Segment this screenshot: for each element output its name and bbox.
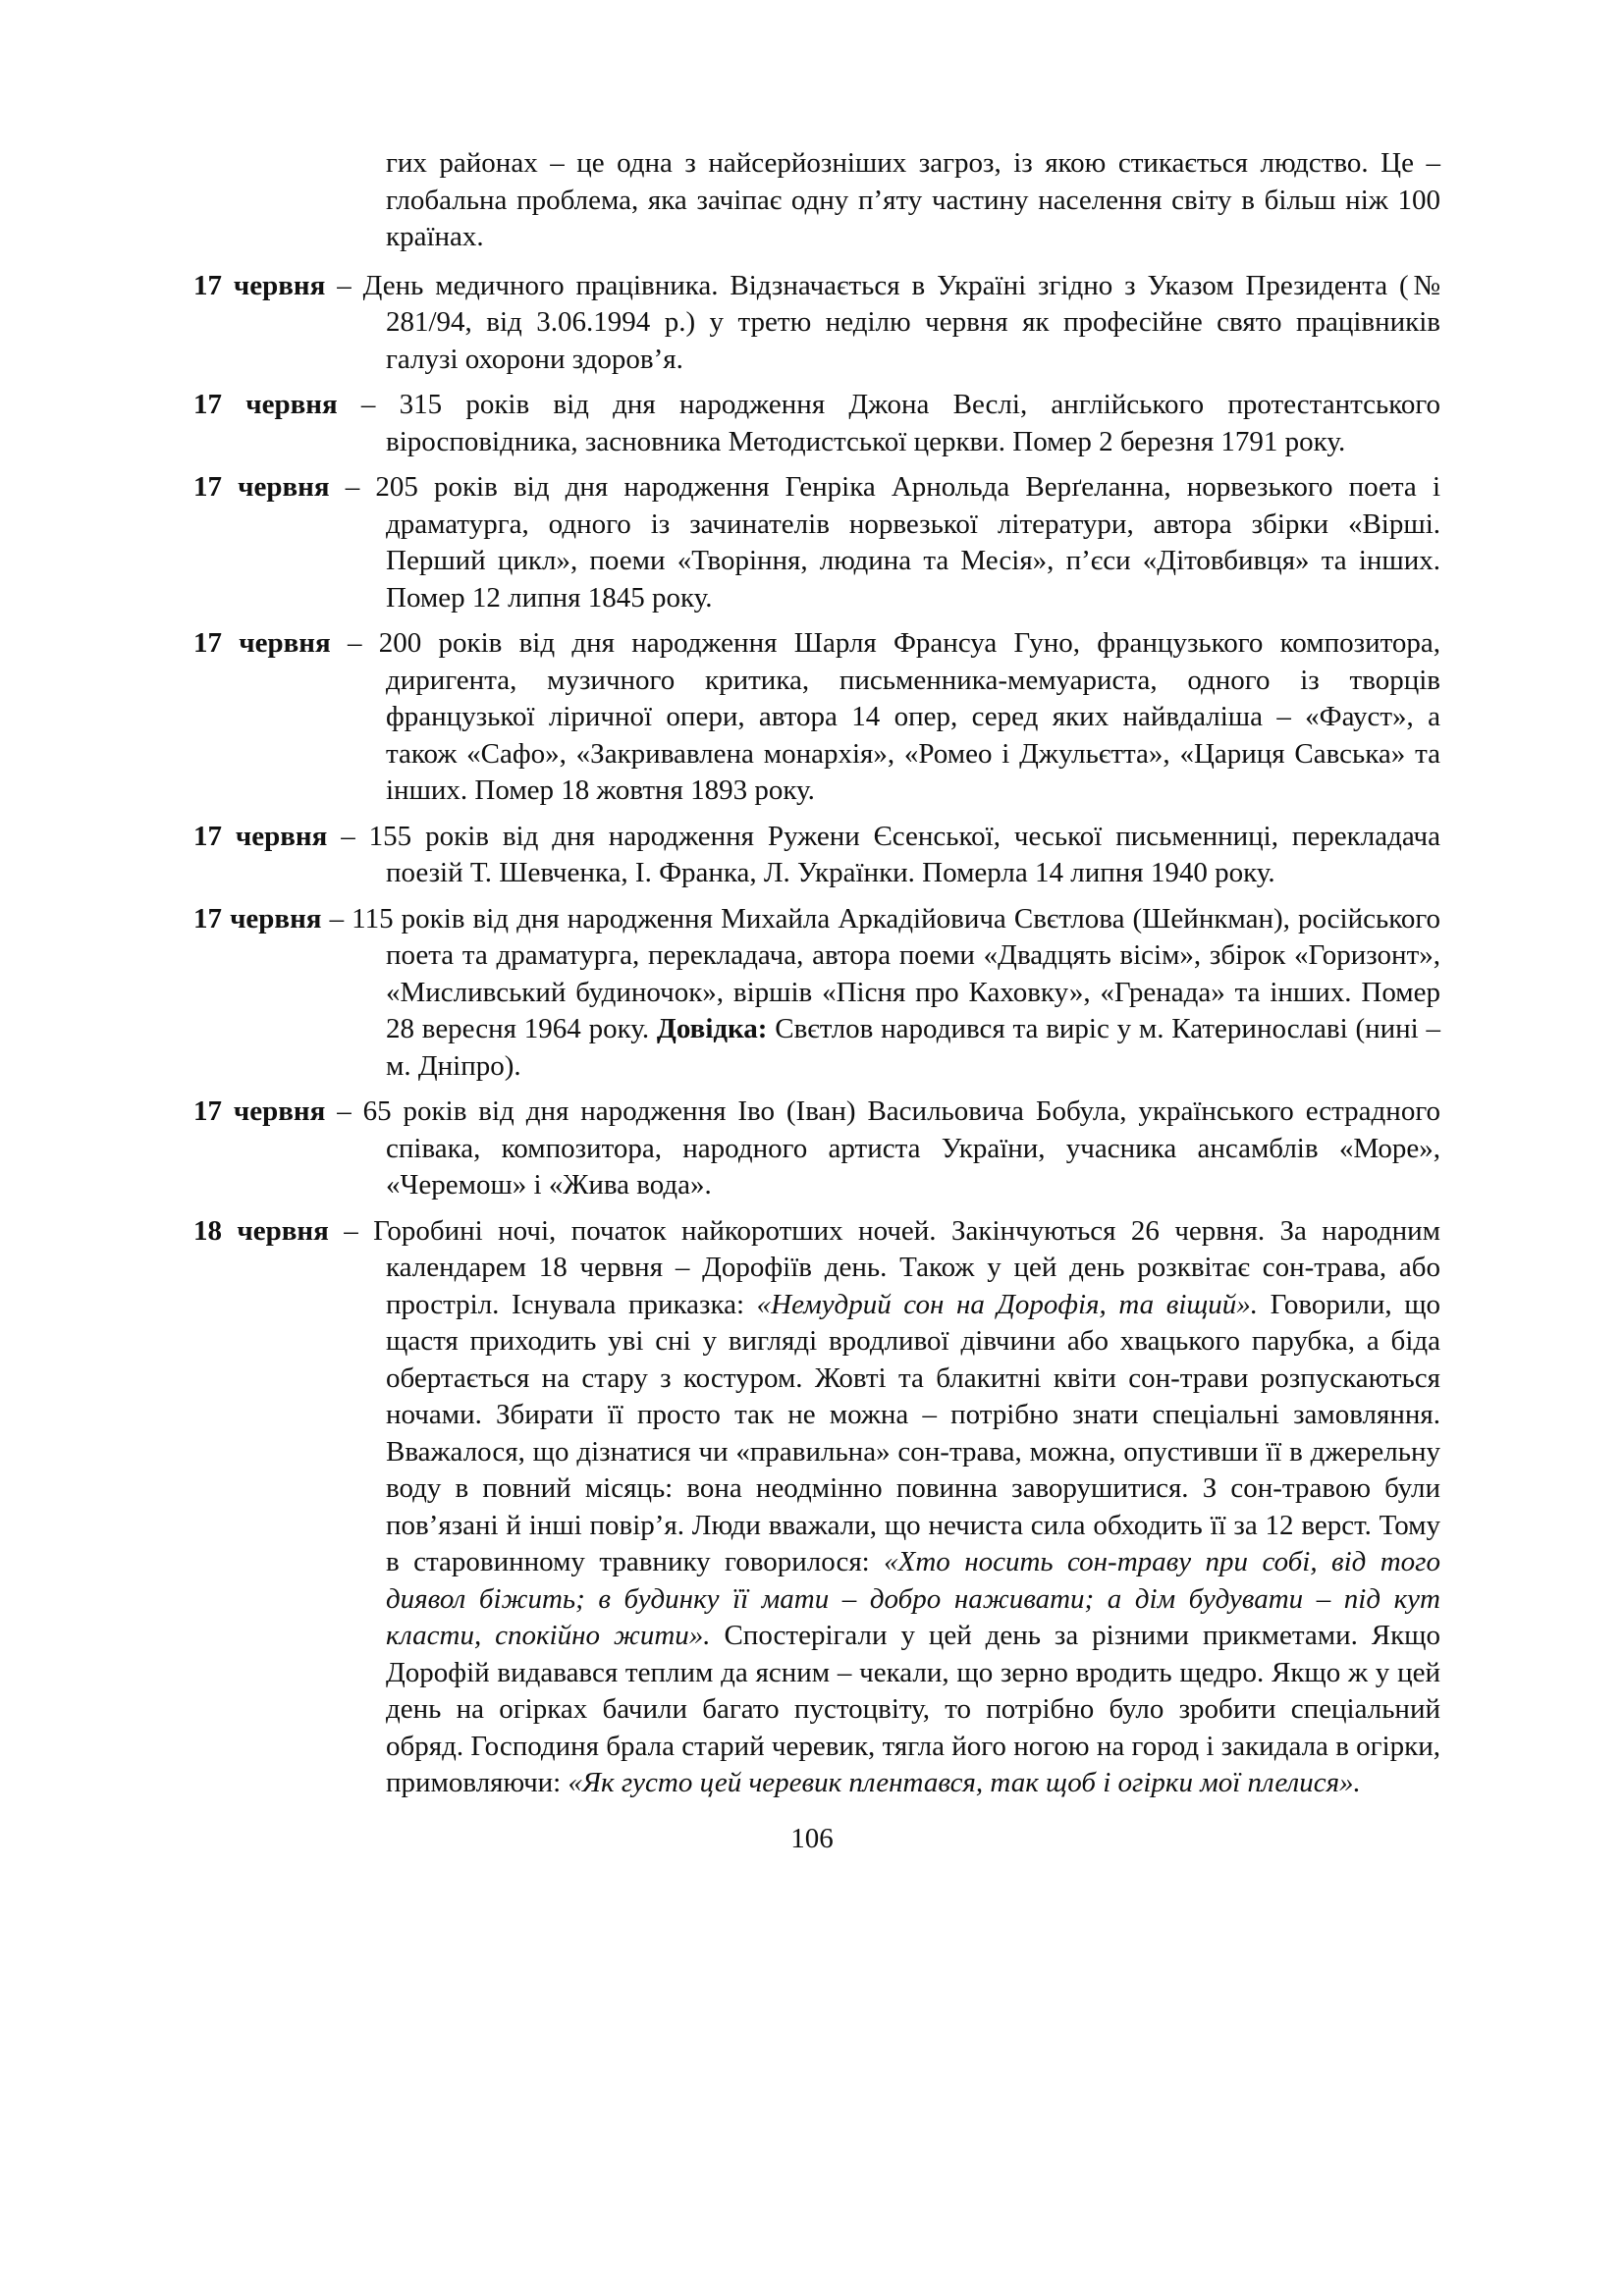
calendar-entry bbox=[193, 1094, 1440, 1204]
entry-text: – 205 років від дня народження Генріка Арнольда Верґеланна, норвезького поета і драматурга, одного із зачинателів норвезької літератури, автора збірки «Вірші. Перший цикл», поеми «Творіння, людина та Месія», п’єси «Дітовбивця» та інших. Помер 12 липня 1845 року. bbox=[345, 471, 1440, 614]
calendar-entry bbox=[193, 625, 1440, 810]
entry-date: 17 червня bbox=[193, 269, 326, 301]
entry-text: – 115 років від дня народження Михайла Аркадійовича Свєтлова (Шейнкман), російського поета та драматурга, перекладача, автора поеми «Двадцять вісім», збірок «Горизонт», «Мисливський будиночок», віршів «Пісня про Каховку», «Гренада» та інших. Помер 28 вересня 1964 року. bbox=[329, 902, 1441, 1044]
entry-text: – Горобині ночі, початок найкоротших ночей. Закінчуються 26 червня. За народним календарем 18 червня – Дорофіїв день. Також у цей день розквітає сон-трава, або прострiл. Існувала приказка: bbox=[344, 1214, 1441, 1320]
calendar-entry bbox=[193, 901, 1440, 1086]
entry-note-text: Свєтлов народився та виріс у м. Катеринославі (нині – м. Дніпро). bbox=[386, 1013, 1441, 1082]
calendar-entry bbox=[193, 387, 1440, 460]
entry-date: 18 червня bbox=[193, 1214, 329, 1247]
entry-text: – 65 років від дня народження Іво (Іван) Васильовича Бобула, українського естрадного співака, композитора, народного артиста України, учасника ансамблів «Море», «Черемош» і «Жива вода». bbox=[337, 1095, 1441, 1201]
entry-quote: «Хто носить сон-траву при собі, від того диявол біжить; в будинку її мати – добро наживати; а дім будувати – під кут класти, спокійно жити». bbox=[386, 1546, 1440, 1651]
entry-text: – 200 років від дня народження Шарля Франсуа Гуно, французького композитора, диригента, музичного критика, письменника-мемуариста, одного із творців французької ліричної опери, автора 14 опер, серед яких найвдаліша – «Фауст», а також «Сафо», «Закривавлена монархія», «Ромео і Джульєтта», «Цариця Савська» та інших. Помер 18 жовтня 1893 року. bbox=[347, 627, 1441, 806]
entry-text: – День медичного працівника. Відзначається в Україні згідно з Указом Президента (№ 281/94, від 3.06.1994 р.) у третю неділю червня як професійне свято працівників галузі охорони здоров’я. bbox=[337, 269, 1441, 375]
page-content bbox=[193, 145, 1440, 1811]
entry-date: 17 червня bbox=[193, 627, 331, 659]
entry-text: Спостерігали у цей день за різними прикметами. Якщо Дорофій видавався теплим да ясним – чекали, що зерно вродить щедро. Якщо ж у цей день на огірках бачили багато пустоцвіту, то потрібно було зробити спеціальний обряд. Господиня брала старий черевик, тягла його ногою на город і закидала в огірки, примовляючи: bbox=[386, 1620, 1440, 1798]
entry-text: – 315 років від дня народження Джона Веслі, англійського протестантського віросповідника, засновника Методистської церкви. Помер 2 березня 1791 року. bbox=[360, 389, 1440, 457]
entry-date: 17 червня bbox=[193, 902, 322, 934]
calendar-entry bbox=[193, 268, 1440, 379]
entry-quote: «Як густо цей черевик плентався, так щоб і огірки мої плелися». bbox=[568, 1767, 1361, 1798]
calendar-entry bbox=[193, 819, 1440, 892]
entry-text: Говорили, що щастя приходить уві сні у вигляді вродливої дівчини або хвацького парубка, а біда обертається на стару з костуром. Жовті та блакитні квіти сон-трави розпускаються ночами. Збирати її просто так не можна – потрібно знати спеціальні замовляння. Вважалося, що дізнатися чи «правильна» сон-трава, можна, опустивши її в джерельну воду в повний місяць: вона неодмінно повинна заворушитися. З сон-травою були пов’язані й інші повір’я. Люди вважали, що нечиста сила обходить її за 12 верст. Тому в старовинному травнику говорилося: bbox=[386, 1288, 1441, 1577]
entry-text: – 155 років від дня народження Ружени Єсенської, чеської письменниці, перекладача поезій Т. Шевченка, І. Франка, Л. Українки. Померла 14 липня 1940 року. bbox=[341, 820, 1441, 888]
entry-date: 17 червня bbox=[193, 1095, 326, 1127]
calendar-entry bbox=[193, 469, 1440, 616]
entry-note-label: Довідка: bbox=[656, 1013, 768, 1044]
intro-text: гих районах – це одна з найсерйозніших загроз, із якою стикається людство. Це – глобальна проблема, яка зачіпає одну п’яту частину населення світу в більш ніж 100 країнах. bbox=[386, 147, 1440, 252]
entry-quote: «Немудрий сон на Дорофія, та віщий». bbox=[756, 1288, 1259, 1320]
entry-date: 17 червня bbox=[193, 820, 328, 852]
page-number: 106 bbox=[790, 1823, 834, 1854]
entry-date: 17 червня bbox=[193, 389, 338, 420]
intro-continuation bbox=[193, 145, 1440, 256]
entry-date: 17 червня bbox=[193, 471, 330, 503]
calendar-entry bbox=[193, 1213, 1440, 1802]
